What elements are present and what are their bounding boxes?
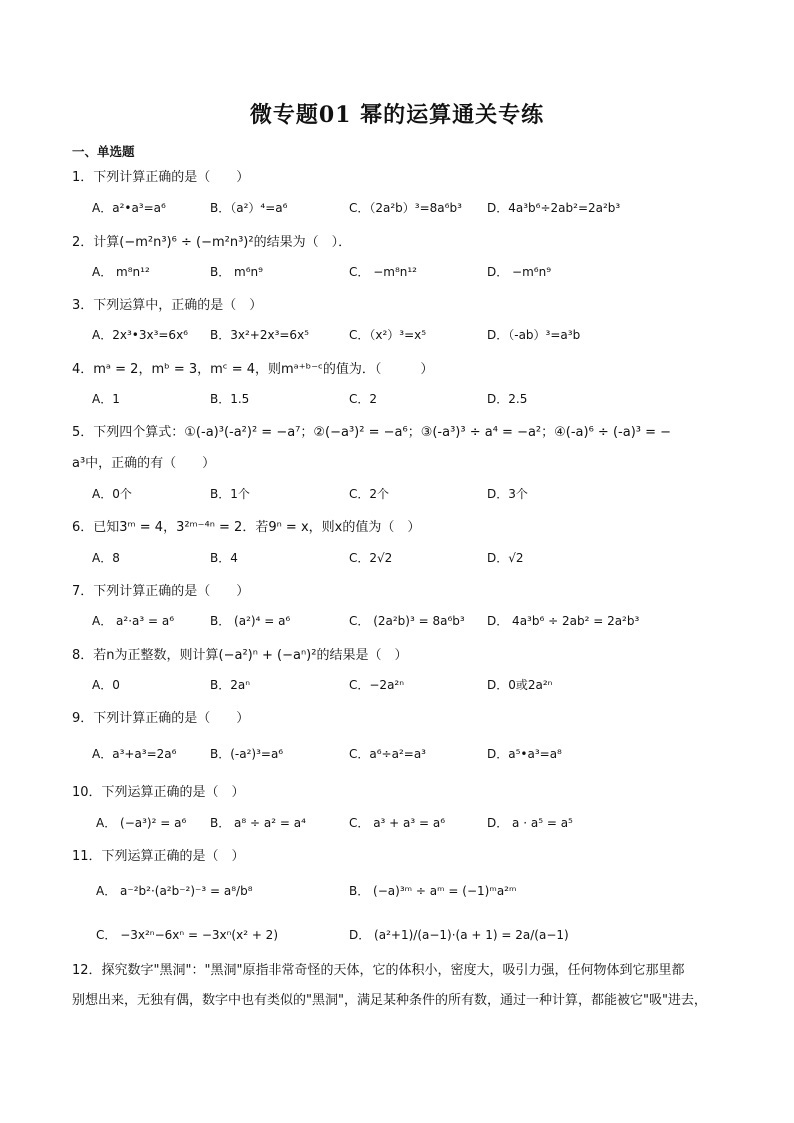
question-10-stem: 10．下列运算正确的是（ ） — [72, 785, 245, 800]
question-4-option-b: B．1.5 — [210, 392, 250, 406]
section-heading: 一、单选题 — [72, 144, 135, 159]
question-4-option-d: D．2.5 — [487, 392, 528, 406]
question-7-option-d: D． 4a³b⁶ ÷ 2ab² = 2a²b³ — [487, 614, 640, 628]
question-3-stem: 3．下列运算中，正确的是（ ） — [72, 298, 263, 313]
question-4-stem: 4．mᵃ = 2，mᵇ = 3，mᶜ = 4，则mᵃ⁺ᵇ⁻ᶜ的值为．（ ） — [72, 362, 434, 377]
question-1-stem: 1．下列计算正确的是（ ） — [72, 170, 250, 185]
question-2-option-c: C． −m⁸n¹² — [349, 265, 417, 279]
question-5-option-b: B．1个 — [210, 487, 250, 501]
question-5-stem: 5．下列四个算式：①(-a)³(-a²)² = −a⁷；②(−a³)² = −a⁶；③(-a³)³ ÷ a⁴ = −a²；④(-a)⁶ ÷ (-a)³ = − — [72, 425, 672, 440]
question-9-option-b: B．(-a²)³=a⁶ — [210, 747, 284, 761]
question-11-option-a: A． a⁻²b²·(a²b⁻²)⁻³ = a⁸/b⁸ — [96, 884, 253, 898]
question-11-option-b: B． (−a)³ᵐ ÷ aᵐ = (−1)ᵐa²ᵐ — [349, 884, 517, 898]
question-2-option-b: B． m⁶n⁹ — [210, 265, 263, 279]
question-8-option-b: B．2aⁿ — [210, 678, 251, 692]
question-12-line-2: 别想出来，无独有偶，数字中也有类似的"黑洞"，满足某种条件的所有数，通过一种计算，都能被它"吸"进去， — [72, 993, 707, 1008]
question-2-stem: 2．计算(−m²n³)⁶ ÷ (−m²n³)²的结果为（ ）． — [72, 235, 352, 250]
question-7-option-a: A． a²·a³ = a⁶ — [92, 614, 175, 628]
question-5-option-d: D．3个 — [487, 487, 528, 501]
question-9-option-d: D．a⁵•a³=a⁸ — [487, 747, 562, 761]
page-title: 微专题01 幂的运算通关专练 — [249, 102, 545, 128]
question-8-stem: 8．若n为正整数，则计算(−a²)ⁿ + (−aⁿ)²的结果是（ ） — [72, 648, 408, 663]
question-12-text — [72, 956, 722, 1016]
question-5-stem-continued: a³中，正确的有（ ） — [72, 456, 216, 471]
question-5-option-c: C．2个 — [349, 487, 390, 501]
question-10-option-b: B． a⁸ ÷ a² = a⁴ — [210, 816, 306, 830]
question-1-option-d: D．4a³b⁶÷2ab²=2a²b³ — [487, 201, 621, 215]
question-4-option-a: A．1 — [92, 392, 120, 406]
question-6-option-d: D．√2 — [487, 551, 524, 565]
question-9-option-c: C．a⁶÷a²=a³ — [349, 747, 426, 761]
question-8-option-c: C．−2a²ⁿ — [349, 678, 405, 692]
question-1-option-b: B．（a²）⁴=a⁶ — [210, 201, 288, 215]
question-2-option-d: D． −m⁶n⁹ — [487, 265, 552, 279]
question-10-option-d: D． a · a⁵ = a⁵ — [487, 816, 573, 830]
question-11-stem: 11．下列运算正确的是（ ） — [72, 849, 245, 864]
question-2-option-a: A． m⁸n¹² — [92, 265, 150, 279]
question-7-option-c: C． (2a²b)³ = 8a⁶b³ — [349, 614, 465, 628]
question-11-option-c: C． −3x²ⁿ−6xⁿ = −3xⁿ(x² + 2) — [96, 928, 278, 942]
question-3-option-a: A．2x³•3x³=6x⁶ — [92, 328, 188, 342]
question-10-option-c: C． a³ + a³ = a⁶ — [349, 816, 446, 830]
question-8-option-d: D．0或2a²ⁿ — [487, 678, 553, 692]
question-6-option-c: C．2√2 — [349, 551, 393, 565]
question-11-option-d: D． (a²+1)/(a−1)·(a + 1) = 2a/(a−1) — [349, 928, 569, 942]
question-7-option-b: B． (a²)⁴ = a⁶ — [210, 614, 291, 628]
question-7-stem: 7．下列计算正确的是（ ） — [72, 584, 250, 599]
question-6-stem: 6．已知3ᵐ = 4，3²ᵐ⁻⁴ⁿ = 2．若9ⁿ = x，则x的值为（ ） — [72, 520, 421, 535]
question-1-option-c: C．（2a²b）³=8a⁶b³ — [349, 201, 462, 215]
question-5-option-a: A．0个 — [92, 487, 132, 501]
question-9-stem: 9．下列计算正确的是（ ） — [72, 711, 250, 726]
question-6-option-b: B．4 — [210, 551, 238, 565]
question-9-option-a: A．a³+a³=2a⁶ — [92, 747, 177, 761]
question-6-option-a: A．8 — [92, 551, 120, 565]
question-10-option-a: A． (−a³)² = a⁶ — [96, 816, 187, 830]
question-1-option-a: A．a²•a³=a⁶ — [92, 201, 166, 215]
question-3-option-b: B．3x²+2x³=6x⁵ — [210, 328, 309, 342]
question-4-option-c: C．2 — [349, 392, 378, 406]
question-3-option-d: D．（-ab）³=a³b — [487, 328, 581, 342]
question-3-option-c: C．（x²）³=x⁵ — [349, 328, 427, 342]
question-8-option-a: A．0 — [92, 678, 120, 692]
question-12-line-1: 12．探究数字"黑洞"："黑洞"原指非常奇怪的天体，它的体积小，密度大，吸引力强，任何物体到它那里都 — [72, 963, 685, 978]
